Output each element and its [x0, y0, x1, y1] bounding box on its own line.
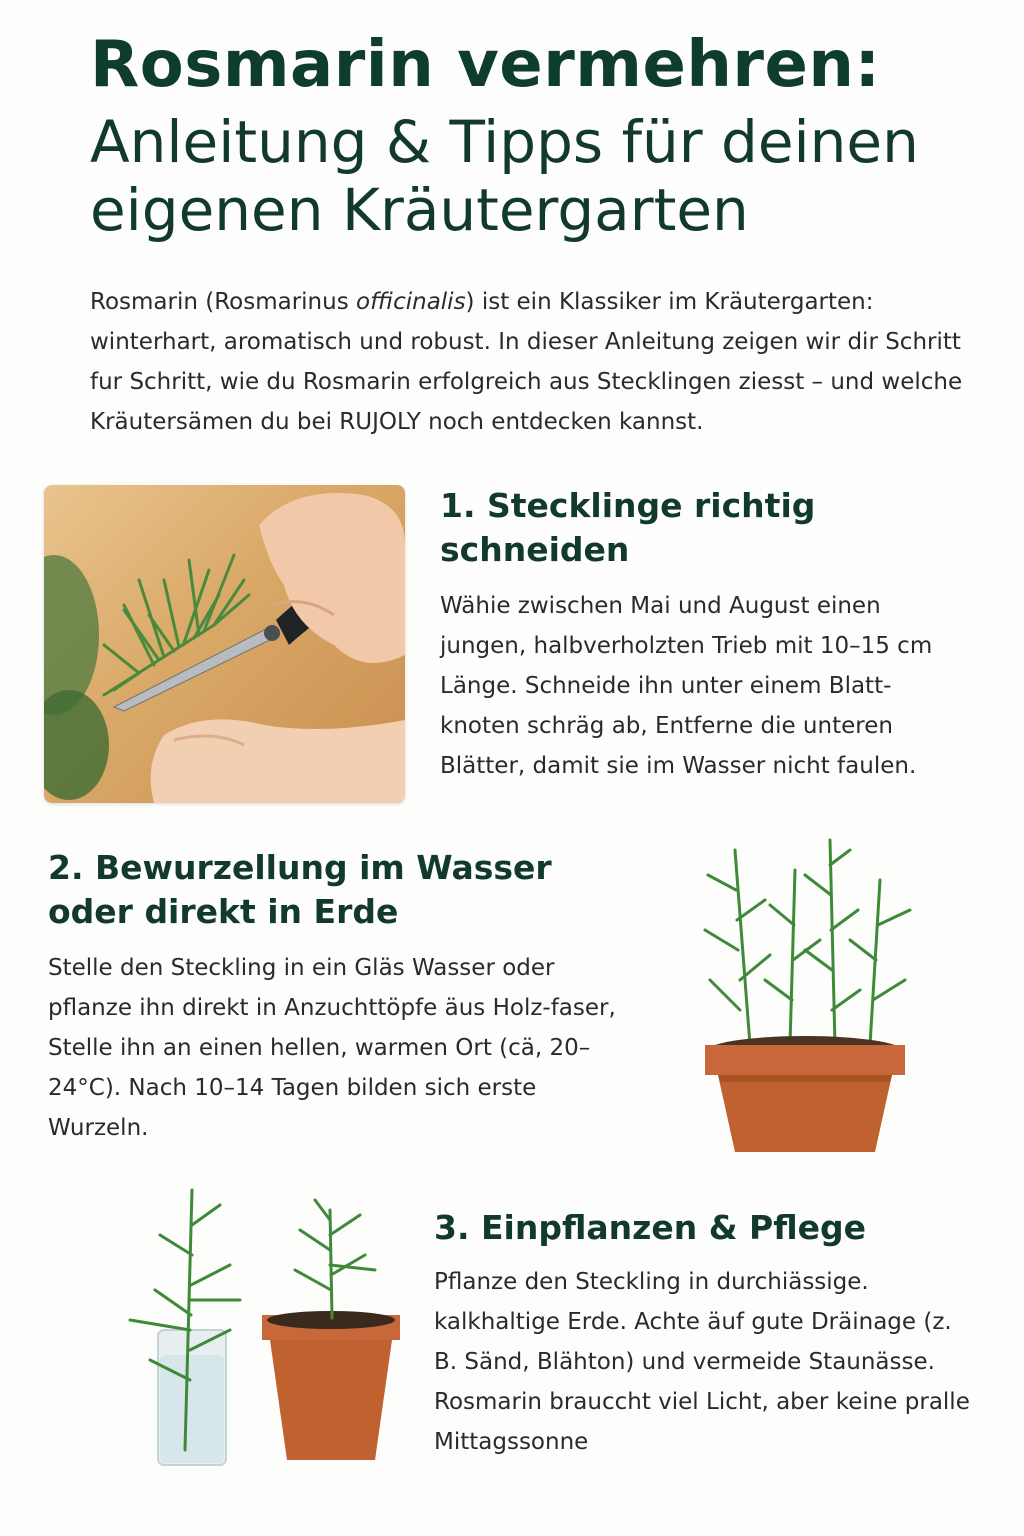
glass-and-pot-illustration: [110, 1180, 420, 1480]
step-2-title: 2. Bewurzellung im Wasser oder direkt in Erde: [48, 848, 552, 931]
cutting-photo: [44, 485, 405, 803]
intro-text-1: Rosmarin (Rosmarinus: [90, 289, 357, 315]
step-1-title: 1. Stecklinge richtig schneiden: [440, 486, 816, 569]
page-subtitle: Anleitung & Tipps für deinen eigenen Kräutergarten: [90, 108, 919, 244]
potted-rosemary-illustration: [680, 830, 940, 1160]
step-2-text: Stelle den Steckling in ein Gläs Wasser oder pflanze ihn direkt in Anzuchttöpfe äus Holz-faser, Stelle ihn an einen hellen, warmen Ort (cä, 20–24°C). Nach 10–14 Tagen bilden sich erste Wurzeln.: [48, 955, 616, 1141]
step-3-title: 3. Einpflanzen & Pflege: [434, 1208, 867, 1247]
intro-text-2: ) ist ein Klassiker im Kräutergarten: winterhart, aromatisch und robust. In dieser Anleitung zeigen wir dir Schritt fur Schritt, wie du Rosmarin erfolgreich aus Stecklingen ziesst – und welche Kräutersämen du bei RUJOLY noch entdecken kannst.: [90, 289, 963, 435]
step-3-text: Pflanze den Steckling in durchiässige. kalkhaltige Erde. Achte äuf gute Dräinage (z. B. Sänd, Blähton) und vermeide Staunässe. Rosmarin braucсht viel Licht, aber keine pralle Mittagssonne: [434, 1269, 970, 1455]
step-1-text: Wähie zwischen Mai und August einen jungen, halbverholzten Trieb mit 10–15 cm Länge. Schneide ihn unter einem Blatt-knoten schräg ab, Entferne die unteren Blätter, damit sie im Wasser nicht faulen.: [440, 593, 933, 779]
page-title: Rosmarin vermehren:: [90, 28, 881, 102]
intro-species-italic: officinalis: [356, 289, 466, 315]
intro-paragraph: [90, 282, 990, 442]
